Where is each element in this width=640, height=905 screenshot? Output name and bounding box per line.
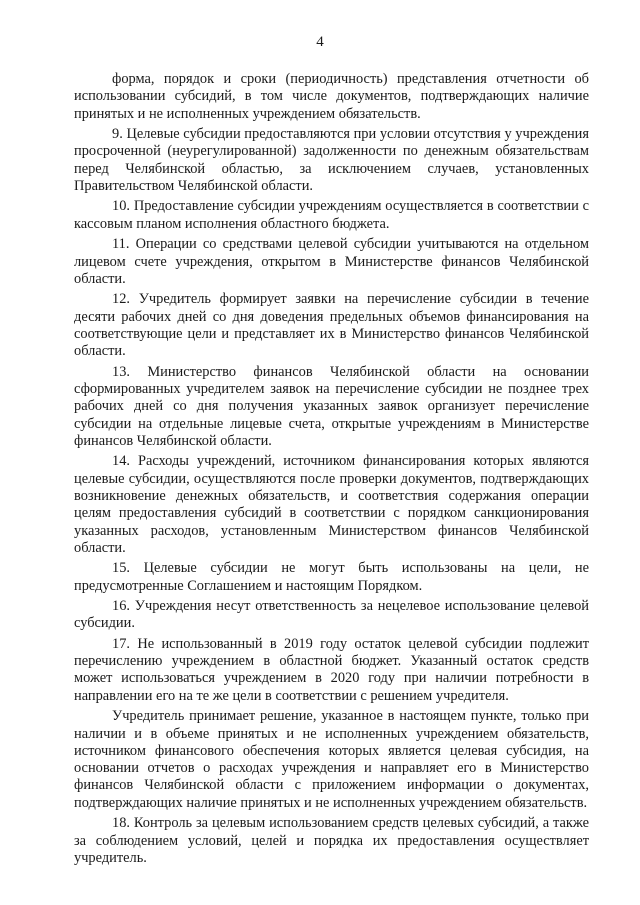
paragraph: 16. Учреждения несут ответственность за нецелевое использование целевой субсидии. — [74, 598, 589, 632]
paragraph: 15. Целевые субсидии не могут быть использованы на цели, не предусмотренные Соглашением и настоящим Порядком. — [74, 560, 589, 594]
paragraph: 17. Не использованный в 2019 году остаток целевой субсидии подлежит перечислению учреждением в областной бюджет. Указанный остаток средств может использоваться учреждением в 2020 году при наличии потребности в направлении его на те же цели в соответствии с решением учредителя. — [74, 635, 589, 704]
paragraph: 18. Контроль за целевым использованием средств целевых субсидий, а также за соблюдением условий, целей и порядка их предоставления осуществляет учредитель. — [74, 815, 589, 866]
paragraph: форма, порядок и сроки (периодичность) представления отчетности об использовании субсидий, в том числе документов, подтверждающих наличие принятых и не исполненных учреждением обязательств. — [74, 71, 589, 122]
paragraph: Учредитель принимает решение, указанное в настоящем пункте, только при наличии и в объеме принятых и не исполненных учреждением обязательств, источником финансового обеспечения которых является целевая субсидия, на основании отчетов о расходах учреждения и направляет его в Министерство финансов Челябинской области с приложением информации о документах, подтверждающих наличие принятых и не исполненных учреждением обязательств. — [74, 708, 589, 811]
paragraph: 12. Учредитель формирует заявки на перечисление субсидии в течение десяти рабочих дней со дня доведения предельных объемов финансирования на соответствующие цели и представляет их в Министерство финансов Челябинской области. — [74, 291, 589, 360]
paragraph: 14. Расходы учреждений, источником финансирования которых являются целевые субсидии, осуществляются после проверки документов, подтверждающих возникновение денежных обязательств, и соответствия содержания операции целям предоставления субсидий в соответствии с порядком санкционирования указанных расходов, установленным Министерством финансов Челябинской области. — [74, 453, 589, 556]
paragraph: 10. Предоставление субсидии учреждениям осуществляется в соответствии с кассовым планом исполнения областного бюджета. — [74, 198, 589, 232]
paragraph: 11. Операции со средствами целевой субсидии учитываются на отдельном лицевом счете учреждения, открытом в Министерстве финансов Челябинской области. — [74, 236, 589, 287]
paragraph: 9. Целевые субсидии предоставляются при условии отсутствия у учреждения просроченной (неурегулированной) задолженности по денежным обязательствам перед Челябинской областью, за исключением случаев, установленных Правительством Челябинской области. — [74, 126, 589, 194]
page-number: 4 — [316, 34, 324, 50]
paragraph: 13. Министерство финансов Челябинской области на основании сформированных учредителем заявок на перечисление субсидии не позднее трех рабочих дней со дня получения указанных заявок организует перечисление субсидии на отдельные лицевые счета, открытые учреждениям в Министерстве финансов Челябинской области. — [74, 363, 589, 449]
document-body — [74, 71, 589, 870]
